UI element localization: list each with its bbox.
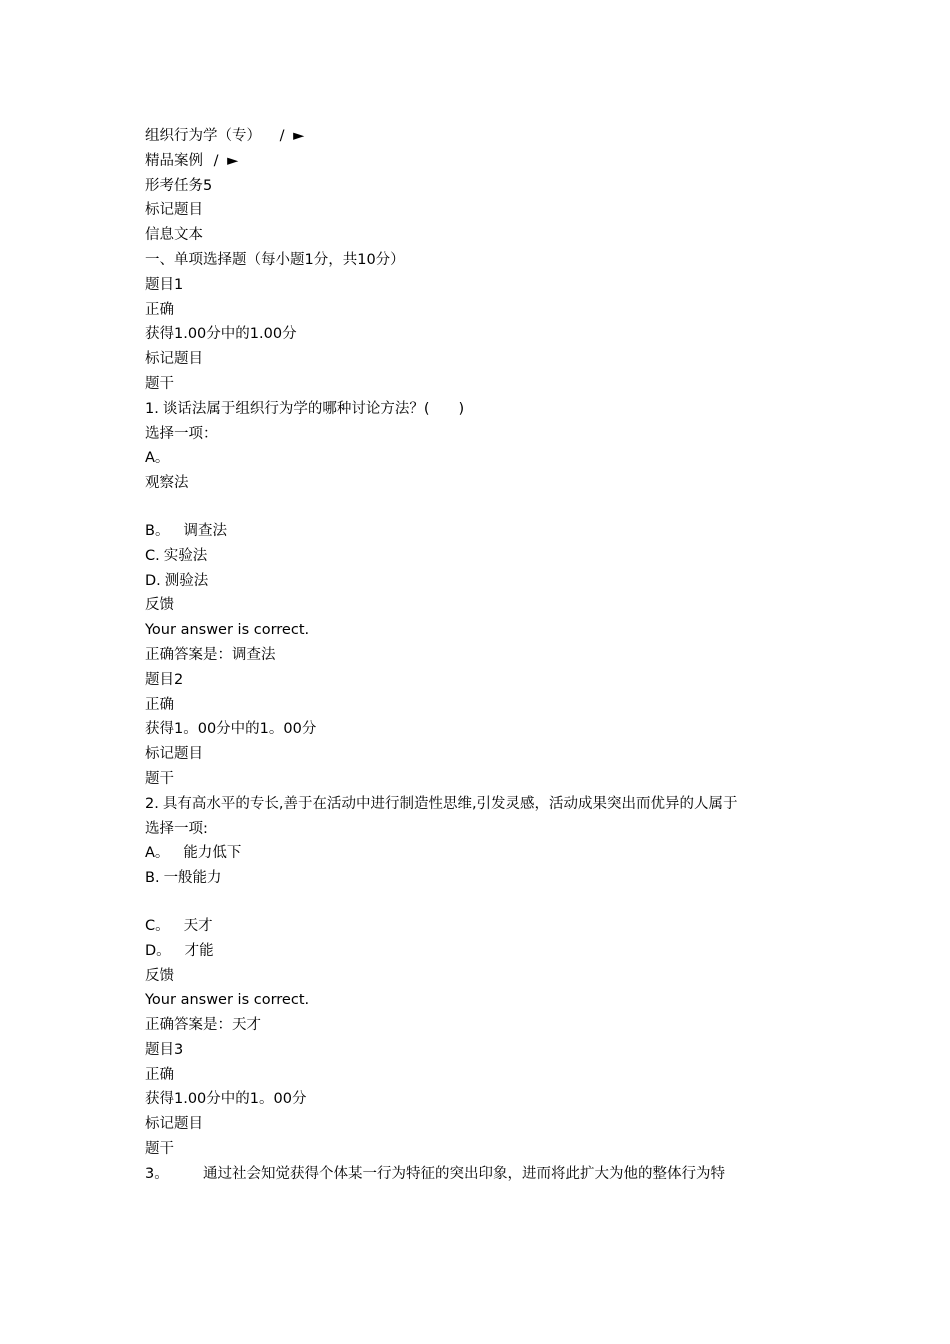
feedback-label: 反馈 xyxy=(145,967,174,984)
question-number: 2. xyxy=(145,795,159,812)
question-score: 获得1。00分中的1。00分 xyxy=(145,721,317,738)
breadcrumb-arrow-icon: ► xyxy=(293,128,305,144)
option-c[interactable] xyxy=(145,914,835,939)
option-a[interactable] xyxy=(145,841,835,866)
breadcrumb-separator: / xyxy=(279,128,285,144)
question-text xyxy=(145,397,835,422)
breadcrumb-section xyxy=(145,149,835,174)
option-key: C。 xyxy=(145,917,170,934)
question-body: 通过社会知觉获得个体某一行为特征的突出印象，进而将此扩大为他的整体行为特 xyxy=(203,1165,725,1182)
flag-question-link[interactable]: 标记题目 xyxy=(145,351,203,368)
question-stem-label: 题干 xyxy=(145,1141,174,1158)
question-body: 具有高水平的专长,善于在活动中进行制造性思维,引发灵感，活动成果突出而优异的人属于 xyxy=(162,795,738,812)
question-label: 题目2 xyxy=(145,671,184,688)
question-body: 谈话法属于组织行为学的哪种讨论方法？( ) xyxy=(162,400,465,417)
option-key: D. xyxy=(145,572,161,589)
option-key: C. xyxy=(145,547,160,564)
option-c[interactable] xyxy=(145,544,835,569)
feedback-label: 反馈 xyxy=(145,597,174,614)
option-key[interactable]: A。 xyxy=(145,450,170,467)
correct-answer: 正确答案是：调查法 xyxy=(145,646,276,663)
flag-question-link[interactable]: 标记题目 xyxy=(145,1116,203,1133)
breadcrumb-arrow-icon: ► xyxy=(227,152,239,169)
option-key: A。 xyxy=(145,845,170,862)
option-text: 才能 xyxy=(184,942,214,959)
question-number: 3。 xyxy=(145,1165,169,1182)
task-title: 形考任务5 xyxy=(145,177,213,194)
question-status: 正确 xyxy=(145,301,174,318)
question-score: 获得1.00分中的1.00分 xyxy=(145,326,297,343)
option-d[interactable] xyxy=(145,569,835,594)
breadcrumb-separator: / xyxy=(213,152,219,169)
option-text: 一般能力 xyxy=(163,870,222,887)
flag-question-link[interactable]: 标记题目 xyxy=(145,746,203,763)
option-text: 测验法 xyxy=(164,572,209,589)
correct-answer: 正确答案是：天才 xyxy=(145,1017,261,1034)
option-key: B. xyxy=(145,870,160,887)
option-b[interactable] xyxy=(145,866,835,891)
question-number: 1. xyxy=(145,400,159,417)
question-stem-label: 题干 xyxy=(145,770,174,787)
feedback-text: Your answer is correct. xyxy=(145,992,310,1009)
option-text: 能力低下 xyxy=(183,845,242,862)
option-key: D。 xyxy=(145,942,171,959)
breadcrumb-course xyxy=(145,124,835,149)
option-key: B。 xyxy=(145,522,170,539)
option-text: 天才 xyxy=(183,917,213,934)
question-text xyxy=(145,792,810,817)
document-page xyxy=(145,124,835,1187)
choice-prompt: 选择一项: xyxy=(145,820,208,837)
choice-prompt: 选择一项： xyxy=(145,425,218,442)
option-text: 实验法 xyxy=(163,547,208,564)
option-d[interactable] xyxy=(145,939,835,964)
question-status: 正确 xyxy=(145,1066,174,1083)
breadcrumb-course-link[interactable]: 组织行为学（专） xyxy=(145,128,261,144)
section-heading: 一、单项选择题（每小题1分，共10分） xyxy=(145,251,405,268)
option-text[interactable]: 观察法 xyxy=(145,475,189,492)
question-status: 正确 xyxy=(145,696,174,713)
info-text: 信息文本 xyxy=(145,227,203,244)
question-label: 题目1 xyxy=(145,276,184,293)
question-label: 题目3 xyxy=(145,1041,184,1058)
option-text: 调查法 xyxy=(183,522,227,539)
option-b[interactable] xyxy=(145,519,835,544)
feedback-text: Your answer is correct. xyxy=(145,622,310,639)
question-text xyxy=(145,1162,835,1187)
question-stem-label: 题干 xyxy=(145,375,174,392)
question-score: 获得1.00分中的1。00分 xyxy=(145,1091,307,1108)
flag-question-link[interactable]: 标记题目 xyxy=(145,202,203,219)
breadcrumb-section-link[interactable]: 精品案例 xyxy=(145,152,203,169)
